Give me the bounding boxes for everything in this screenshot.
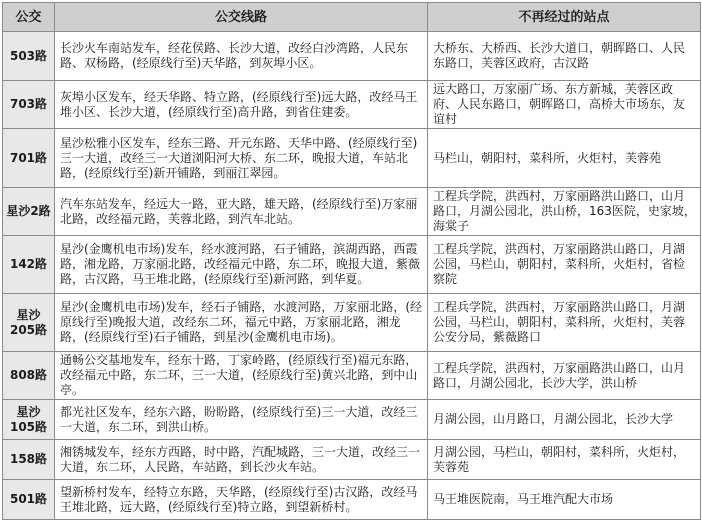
route-description: 星沙(金鹰机电市场)发车，经水渡河路，石子铺路，滨湖西路，西霞路，湘龙路，万家丽北路，改经福元中路，东二环，晚报大道，紫薇路，古汉路，马王堆北路，(经原线行至)新河路，到华夏。 <box>55 236 428 294</box>
bus-number: 501路 <box>3 480 55 520</box>
route-description: 星沙松雅小区发车，经东三路、开元东路、天华中路、(经原线行至)三一大道，改经三一大道浏阳河大桥、东二环，晚报大道，车站北路，(经原线行至)新开铺路，到丽江翠园。 <box>55 129 428 188</box>
table-row <box>3 400 701 440</box>
skipped-stops: 工程兵学院，洪西村，万家丽路洪山路口，月湖公园，马栏山，朝阳村，菜科所，火炬村，省检察院 <box>428 236 701 294</box>
bus-number: 星沙105路 <box>3 400 55 440</box>
bus-number: 701路 <box>3 129 55 188</box>
route-description: 湘锈城发车，经东方西路，时中路，汽配城路，三一大道，改经三一大道，东二环，人民路，车站路，到长沙火车站。 <box>55 440 428 480</box>
route-description: 星沙(金鹰机电市场)发车，经石子铺路，水渡河路，万家丽北路，(经原线行至)晚报大道，改经东二环，福元中路，万家丽北路，湘龙路，(经原线行至)石子铺路，到星沙(金鹰机电市场)。 <box>55 294 428 352</box>
bus-number: 星沙2路 <box>3 188 55 236</box>
table-row <box>3 440 701 480</box>
header-stops: 不再经过的站点 <box>428 3 701 32</box>
bus-number: 星沙205路 <box>3 294 55 352</box>
table-row <box>3 294 701 352</box>
route-description: 长沙火车南站发车，经花侯路、长沙大道，改经白沙湾路，人民东路、双杨路，(经原线行至)天华路，到灰埠小区。 <box>55 32 428 81</box>
header-route: 公交线路 <box>55 3 428 32</box>
table-row <box>3 480 701 520</box>
table-row <box>3 32 701 81</box>
table-row <box>3 81 701 129</box>
table-row <box>3 129 701 188</box>
route-description: 汽车东站发车，经远大一路，亚大路，雄天路，(经原线行至)万家丽北路，改经福元路，芙蓉北路，到汽车北站。 <box>55 188 428 236</box>
bus-number: 158路 <box>3 440 55 480</box>
bus-number: 808路 <box>3 352 55 400</box>
skipped-stops: 工程兵学院，洪西村，万家丽路洪山路口，月湖公园，马栏山，朝阳村，菜科所，火炬村，芙蓉公安分局，紫薇路口 <box>428 294 701 352</box>
route-description: 都光社区发车，经东六路，盼盼路，(经原线行至)三一大道，改经三一大道，东二环，到洪山桥。 <box>55 400 428 440</box>
skipped-stops: 马王堆医院南，马王堆汽配大市场 <box>428 480 701 520</box>
route-description: 望新桥村发车，经特立东路，天华路，(经原线行至)古汉路，改经马王堆北路，远大路，(经原线行至)特立路，到望新桥村。 <box>55 480 428 520</box>
skipped-stops: 大桥东、大桥西、长沙大道口，朝晖路口、人民东路口，芙蓉区政府，古汉路 <box>428 32 701 81</box>
table-row <box>3 236 701 294</box>
table-row <box>3 188 701 236</box>
table-row <box>3 352 701 400</box>
bus-number: 703路 <box>3 81 55 129</box>
route-description: 通畅公交基地发车，经东十路，丁家岭路，(经原线行至)福元东路，改经福元中路，东二环，三一大道，(经原线行至)黄兴北路，到中山亭。 <box>55 352 428 400</box>
skipped-stops: 远大路口，万家丽广场、东方新城，芙蓉区政府、人民东路口，朝晖路口，高桥大市场东，友谊村 <box>428 81 701 129</box>
route-description: 灰埠小区发车，经天华路、特立路，(经原线行至)远大路，改经马王堆小区、长沙大道，(经原线行至)高升路，到省住建委。 <box>55 81 428 129</box>
skipped-stops: 工程兵学院，洪西村，万家丽路洪山路口，山月路口，月湖公园北，洪山桥，163医院，史家坡，海棠子 <box>428 188 701 236</box>
bus-number: 142路 <box>3 236 55 294</box>
bus-number: 503路 <box>3 32 55 81</box>
skipped-stops: 月湖公园，马栏山，朝阳村，菜科所，火炬村，芙蓉苑 <box>428 440 701 480</box>
skipped-stops: 工程兵学院，洪西村，万家丽路洪山路口，山月路口，月湖公园北，长沙大学，洪山桥 <box>428 352 701 400</box>
skipped-stops: 月湖公园，山月路口，月湖公园北，长沙大学 <box>428 400 701 440</box>
bus-route-table <box>2 2 701 520</box>
header-bus: 公交 <box>3 3 55 32</box>
table-header-row <box>3 3 701 32</box>
skipped-stops: 马栏山，朝阳村，菜科所，火炬村，芙蓉苑 <box>428 129 701 188</box>
